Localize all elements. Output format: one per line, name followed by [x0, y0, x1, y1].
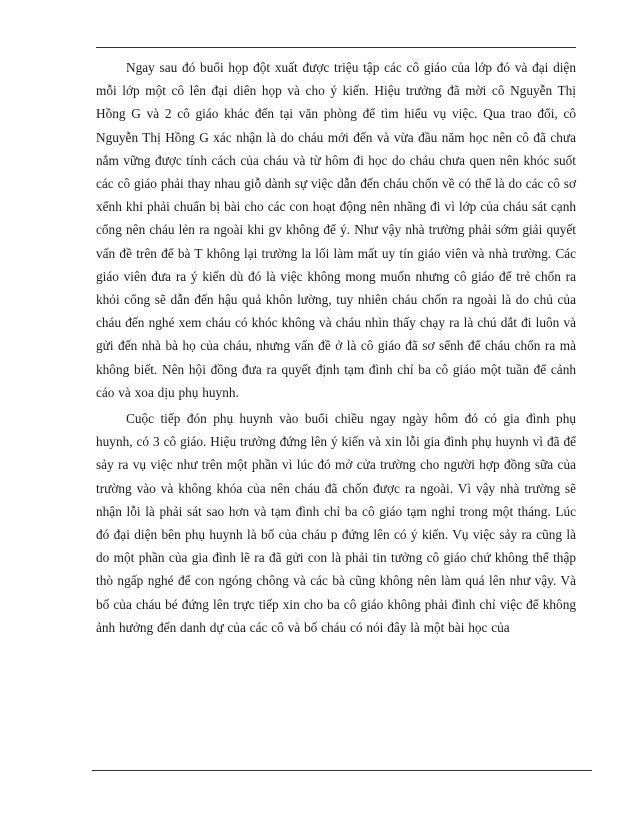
header-rule	[96, 47, 576, 48]
footer-rule	[92, 770, 592, 771]
paragraph-1: Ngay sau đó buổi họp đột xuất được triệu tập các cô giáo của lớp đó và đại diện mỗi lớp một cô lên đại diên họp và cho ý kiến. Hiệu trưởng đã mời cô Nguyễn Thị Hồng G và 2 cô giáo khác đến tại văn phòng để tìm hiểu vụ việc. Qua trao đổi, cô Nguyễn Thị Hồng G xác nhận là do cháu mới đến và vừa đầu năm học nên cô đã chưa nắm vững được tính cách của cháu và từ hôm đi học do cháu chưa quen nên khóc suốt các cô giáo phải thay nhau giỗ dành sự việc dẫn đến cháu chốn về có thể là do các cô sơ xểnh khi phải chuẩn bị bài cho các con hoạt động nên nhãng đi vì lớp của cháu sát cạnh cổng nên cháu lẻn ra ngoài khi gv không để ý. Như vậy nhà trường phải sớm giải quyết vấn đề trên để bà T không lại trường la lối làm mất uy tín giáo viên và nhà trường. Các giáo viên đưa ra ý kiến dù đó là việc không mong muốn nhưng cô giáo để trẻ chốn ra khỏi cổng sẽ dẫn đến hậu quả khôn lường, tuy nhiên cháu chốn ra ngoài là do chủ của cháu đến nghé xem cháu có khóc không và cháu nhìn thấy chạy ra là chú dắt đi luôn và gửi đến nhà bà họ của cháu, nhưng vấn đề ở là cô giáo đã sơ sểnh để cháu chốn ra mà không biết. Nên hội đồng đưa ra quyết định tạm đình chỉ ba cô giáo một tuần để cảnh cáo và xoa dịu phụ huynh.	[96, 60, 576, 400]
document-body	[96, 56, 576, 639]
paragraph-2: Cuộc tiếp đón phụ huynh vào buổi chiều ngay ngày hôm đó có gia đình phụ huynh, có 3 cô giáo. Hiệu trưởng đứng lên ý kiến và xin lỗi gia đình phụ huynh vì đã để sảy ra vụ việc như trên một phần vì lúc đó mở cửa trường cho người hợp đồng sữa của trường vào và không khóa của nên cháu đã chốn được ra ngoài. Vì vậy nhà trường sẽ nhận lỗi là phải sát sao hơn và tạm đình chỉ ba cô giáo tạm nghỉ trong một tháng. Lúc đó đại diện bên phụ huynh là bố của cháu p đứng lên có ý kiến. Vụ việc sảy ra cũng là do một phần của gia đình lẽ ra đã gửi con là phải tin tưởng cô giáo chứ không thể thập thò ngấp nghé để con ngóng chông và các bà cũng không nên làm quá lên như vậy. Và bố của cháu bé đứng lên trực tiếp xin cho ba cô giáo không phải đình chỉ việc để không ảnh hưởng đến danh dự của các cô và bố cháu có nói đây là một bài học của	[96, 411, 576, 635]
